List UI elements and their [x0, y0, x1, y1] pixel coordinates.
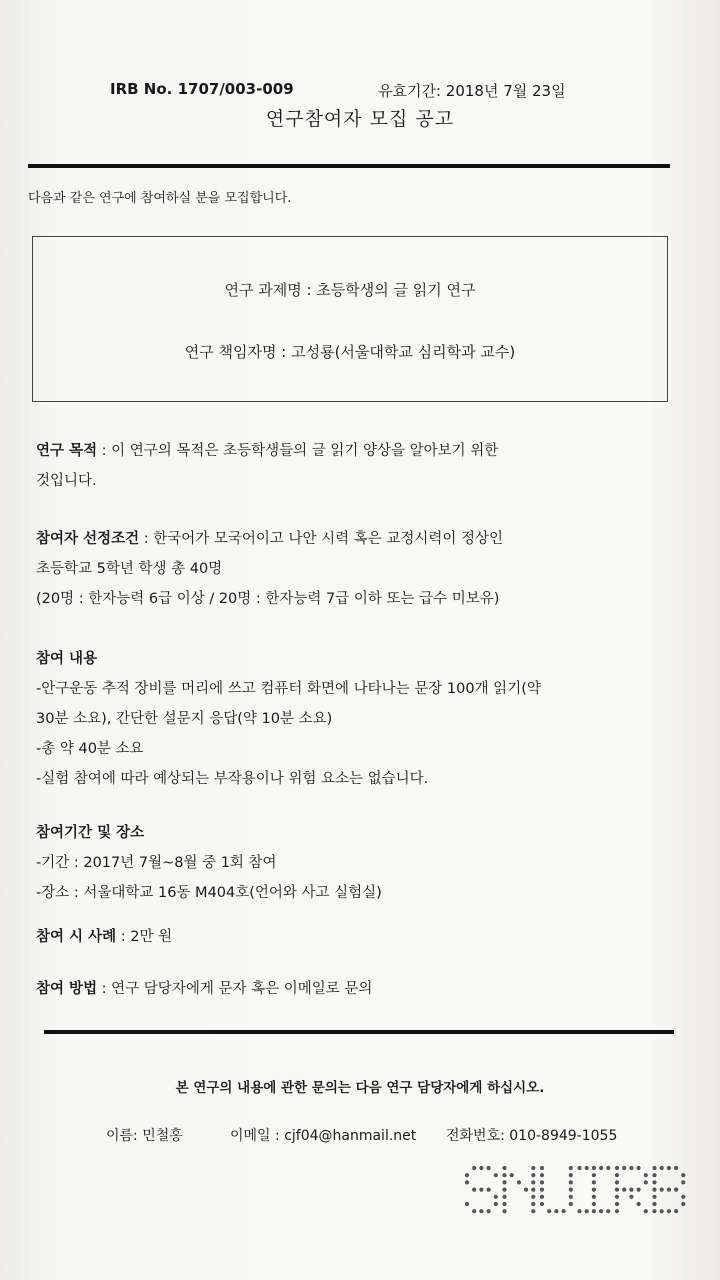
validity-date: 유효기간: 2018년 7월 23일 — [378, 82, 566, 100]
reward-label: 참여 시 사례 — [36, 929, 117, 945]
period-item: -장소 : 서울대학교 16동 M404호(언어와 사고 실험실) — [36, 885, 382, 901]
content-section — [36, 644, 680, 794]
content-label: 참여 내용 — [36, 651, 98, 667]
seal-dot — [531, 1202, 535, 1206]
seal-dot — [644, 1209, 648, 1213]
seal-dot — [547, 1209, 551, 1213]
content-item: -실험 참여에 따라 예상되는 부작용이나 위험 요소는 없습니다. — [36, 771, 429, 787]
seal-dot — [660, 1209, 664, 1213]
seal-dot — [487, 1188, 491, 1192]
seal-dot — [494, 1195, 498, 1199]
seal-dot — [592, 1173, 596, 1177]
seal-dot — [637, 1188, 641, 1192]
seal-dot — [531, 1173, 535, 1177]
purpose-text-cont: 것입니다. — [36, 473, 97, 489]
seal-dot — [615, 1188, 619, 1192]
seal-dot — [472, 1209, 476, 1213]
seal-dot — [540, 1180, 544, 1184]
seal-dot — [569, 1166, 573, 1170]
content-item: -안구운동 추적 장비를 머리에 쓰고 컴퓨터 화면에 나타나는 문장 100개 읽기(약 — [36, 681, 541, 697]
seal-dot — [681, 1202, 685, 1206]
eligibility-section — [36, 524, 680, 614]
method-label: 참여 방법 — [36, 981, 98, 997]
seal-dot — [479, 1188, 483, 1192]
seal-dot — [592, 1202, 596, 1206]
seal-dot — [510, 1173, 514, 1177]
period-section — [36, 818, 680, 908]
seal-dot — [465, 1173, 469, 1177]
seal-dot — [487, 1209, 491, 1213]
study-info-box — [32, 236, 668, 402]
seal-dot — [585, 1209, 589, 1213]
seal-dot — [502, 1166, 506, 1170]
seal-dot — [502, 1173, 506, 1177]
seal-dot — [531, 1195, 535, 1199]
seal-dot — [487, 1166, 491, 1170]
seal-dot — [465, 1202, 469, 1206]
method-section — [36, 974, 680, 1004]
seal-dot — [592, 1166, 596, 1170]
seal-dot — [667, 1209, 671, 1213]
eligibility-groups: (20명 : 한자능력 6급 이상 / 20명 : 한자능력 7급 이하 또는 급수 미보유) — [36, 591, 500, 607]
seal-dot — [531, 1180, 535, 1184]
reward-text: : 2만 원 — [116, 929, 173, 945]
seal-dot — [652, 1188, 656, 1192]
seal-dot — [502, 1195, 506, 1199]
seal-dot — [592, 1195, 596, 1199]
seal-dot — [629, 1166, 633, 1170]
seal-dot — [502, 1188, 506, 1192]
seal-dot — [629, 1188, 633, 1192]
seal-dot — [577, 1166, 581, 1170]
purpose-text: : 이 연구의 목적은 초등학생들의 글 읽기 양상을 알아보기 위한 — [97, 443, 499, 459]
seal-dot — [615, 1209, 619, 1213]
seal-dot — [472, 1188, 476, 1192]
contact-email: 이메일 : cjf04@hanmail.net — [230, 1128, 417, 1144]
seal-dot — [592, 1180, 596, 1184]
top-divider — [28, 164, 670, 168]
seal-dot — [681, 1180, 685, 1184]
seal-dot — [465, 1180, 469, 1184]
seal-dot — [615, 1195, 619, 1199]
contact-heading: 본 연구의 내용에 관한 문의는 다음 연구 담당자에게 하십시오. — [175, 1080, 545, 1096]
seal-dot — [569, 1188, 573, 1192]
seal-dot — [606, 1166, 610, 1170]
seal-dot — [606, 1209, 610, 1213]
intro-text: 다음과 같은 연구에 참여하실 분을 모집합니다. — [28, 191, 292, 206]
seal-dot — [652, 1195, 656, 1199]
seal-dot — [667, 1188, 671, 1192]
seal-dot — [615, 1202, 619, 1206]
seal-dot — [494, 1173, 498, 1177]
seal-dot — [644, 1180, 648, 1184]
seal-dot — [479, 1166, 483, 1170]
method-text: : 연구 담당자에게 문자 혹은 이메일로 문의 — [97, 981, 373, 997]
seal-dot — [494, 1202, 498, 1206]
seal-dot — [652, 1166, 656, 1170]
seal-dot — [540, 1188, 544, 1192]
contact-phone: 전화번호: 010-8949-1055 — [446, 1128, 618, 1144]
eligibility-text: : 한국어가 모국어이고 나안 시력 혹은 교정시력이 정상인 — [139, 531, 504, 547]
seal-dot — [652, 1202, 656, 1206]
eligibility-target: 초등학교 5학년 학생 총 40명 — [36, 561, 223, 577]
page-title: 연구참여자 모집 공고 — [265, 108, 455, 130]
seal-dot — [674, 1166, 678, 1170]
seal-dot — [599, 1166, 603, 1170]
seal-dot — [502, 1180, 506, 1184]
seal-dot — [479, 1209, 483, 1213]
seal-dot — [599, 1209, 603, 1213]
seal-dot — [569, 1202, 573, 1206]
reward-section — [36, 922, 680, 952]
seal-dot — [629, 1195, 633, 1199]
irb-number: IRB No. 1707/003-009 — [110, 80, 294, 98]
seal-dot — [660, 1166, 664, 1170]
seal-dot — [622, 1166, 626, 1170]
seal-dot — [540, 1166, 544, 1170]
seal-dot — [681, 1173, 685, 1177]
seal-dot — [569, 1180, 573, 1184]
seal-dot — [652, 1209, 656, 1213]
seal-dot — [540, 1173, 544, 1177]
contact-name: 이름: 민철홍 — [106, 1128, 183, 1144]
seal-dot — [569, 1173, 573, 1177]
seal-dot — [615, 1166, 619, 1170]
seal-dot — [517, 1180, 521, 1184]
seal-dot — [502, 1209, 506, 1213]
seal-dot — [472, 1166, 476, 1170]
bottom-divider — [44, 1030, 674, 1034]
seal-dot — [531, 1209, 535, 1213]
seal-dot — [615, 1180, 619, 1184]
seal-dot — [667, 1166, 671, 1170]
irb-seal-stamp — [462, 1160, 688, 1226]
seal-dot — [681, 1195, 685, 1199]
seal-dot — [540, 1202, 544, 1206]
seal-dot — [569, 1195, 573, 1199]
seal-dot — [637, 1202, 641, 1206]
period-label: 참여기간 및 장소 — [36, 825, 145, 841]
content-item: -총 약 40분 소요 — [36, 741, 144, 757]
seal-dot — [644, 1173, 648, 1177]
purpose-section — [36, 436, 680, 496]
seal-dot — [592, 1188, 596, 1192]
period-item: -기간 : 2017년 7월~8월 중 1회 참여 — [36, 855, 277, 871]
seal-dot — [585, 1166, 589, 1170]
seal-dot — [652, 1180, 656, 1184]
seal-dot — [524, 1188, 528, 1192]
document-header — [110, 80, 600, 104]
seal-dot — [615, 1173, 619, 1177]
seal-dot — [674, 1188, 678, 1192]
seal-dot — [540, 1195, 544, 1199]
seal-dot — [562, 1209, 566, 1213]
content-item: 30분 소요), 간단한 설문지 응답(약 10분 소요) — [36, 711, 333, 727]
seal-dot — [622, 1188, 626, 1192]
seal-dot — [637, 1166, 641, 1170]
seal-dot — [660, 1188, 664, 1192]
seal-dot — [554, 1209, 558, 1213]
seal-dot — [674, 1209, 678, 1213]
seal-dot — [531, 1188, 535, 1192]
purpose-label: 연구 목적 — [36, 443, 98, 459]
seal-dot — [531, 1166, 535, 1170]
study-title: 연구 과제명 : 초등학생의 글 읽기 연구 — [224, 281, 476, 299]
principal-investigator: 연구 책임자명 : 고성룡(서울대학교 심리학과 교수) — [184, 343, 516, 361]
seal-dot — [577, 1209, 581, 1213]
seal-dot — [502, 1202, 506, 1206]
seal-dot — [652, 1173, 656, 1177]
seal-dot — [592, 1209, 596, 1213]
contact-info — [106, 1125, 620, 1149]
eligibility-label: 참여자 선정조건 — [36, 531, 140, 547]
